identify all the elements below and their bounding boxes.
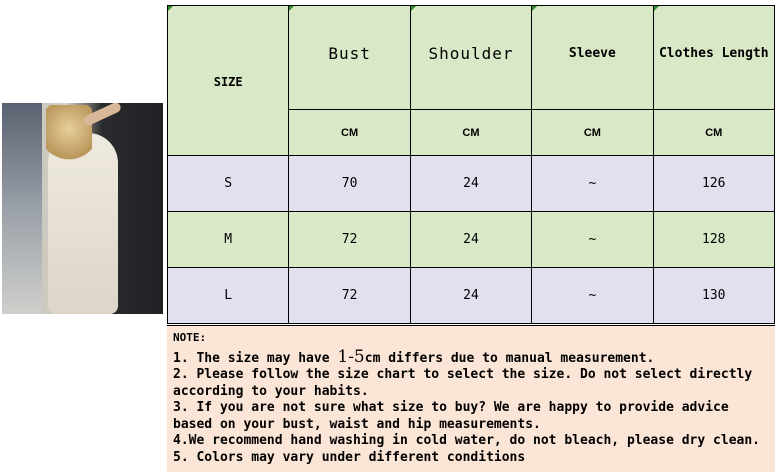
cell-size: S: [168, 156, 289, 212]
note-1-range: 1-5: [337, 346, 365, 367]
cell-bust: 72: [289, 212, 410, 268]
cell-sleeve: ~: [532, 156, 653, 212]
cell-size: L: [168, 268, 289, 324]
cell-sleeve: ~: [532, 212, 653, 268]
unit-sleeve: CM: [532, 110, 653, 156]
table-row: [168, 212, 775, 268]
header-sleeve: [532, 6, 653, 110]
product-photo: [2, 103, 163, 314]
table-row: [168, 156, 775, 212]
notes-panel: [167, 325, 775, 472]
cell-size: M: [168, 212, 289, 268]
header-bust: [289, 6, 410, 110]
unit-bust: CM: [289, 110, 410, 156]
note-1: [173, 346, 769, 368]
note-1-prefix: 1. The size may have: [173, 350, 338, 366]
cell-bust: 72: [289, 268, 410, 324]
cell-shoulder: 24: [410, 156, 531, 212]
header-bust-label: Bust: [328, 44, 371, 63]
unit-shoulder: CM: [410, 110, 531, 156]
cell-length: 126: [653, 156, 774, 212]
cell-bust: 70: [289, 156, 410, 212]
header-length: [653, 6, 774, 110]
notes-title: NOTE:: [173, 331, 207, 344]
header-length-label: Clothes Length: [658, 46, 769, 61]
header-shoulder-label: Shoulder: [428, 44, 514, 63]
photo-hair: [46, 105, 92, 165]
header-shoulder: [410, 6, 531, 110]
cell-shoulder: 24: [410, 268, 531, 324]
header-sleeve-label: Sleeve: [568, 46, 616, 61]
header-size-label: SIZE: [213, 75, 243, 89]
cell-length: 128: [653, 212, 774, 268]
note-3: 3. If you are not sure what size to buy? We are happy to provide advice based on your bust, waist and hip measurements.: [173, 400, 737, 432]
cell-shoulder: 24: [410, 212, 531, 268]
table-row: [168, 268, 775, 324]
unit-length: CM: [653, 110, 774, 156]
photo-archway: [2, 103, 42, 314]
header-size: [168, 6, 289, 156]
note-4: 4.We recommend hand washing in cold water, do not bleach, please dry clean.: [173, 433, 760, 448]
size-chart-table: [167, 5, 775, 324]
cell-sleeve: ~: [532, 268, 653, 324]
note-1-suffix: cm differs due to manual measurement.: [364, 350, 655, 366]
note-2: 2. Please follow the size chart to select the size. Do not select directly according to your habits.: [173, 367, 761, 399]
note-5: 5. Colors may vary under different conditions: [173, 449, 526, 465]
cell-length: 130: [653, 268, 774, 324]
